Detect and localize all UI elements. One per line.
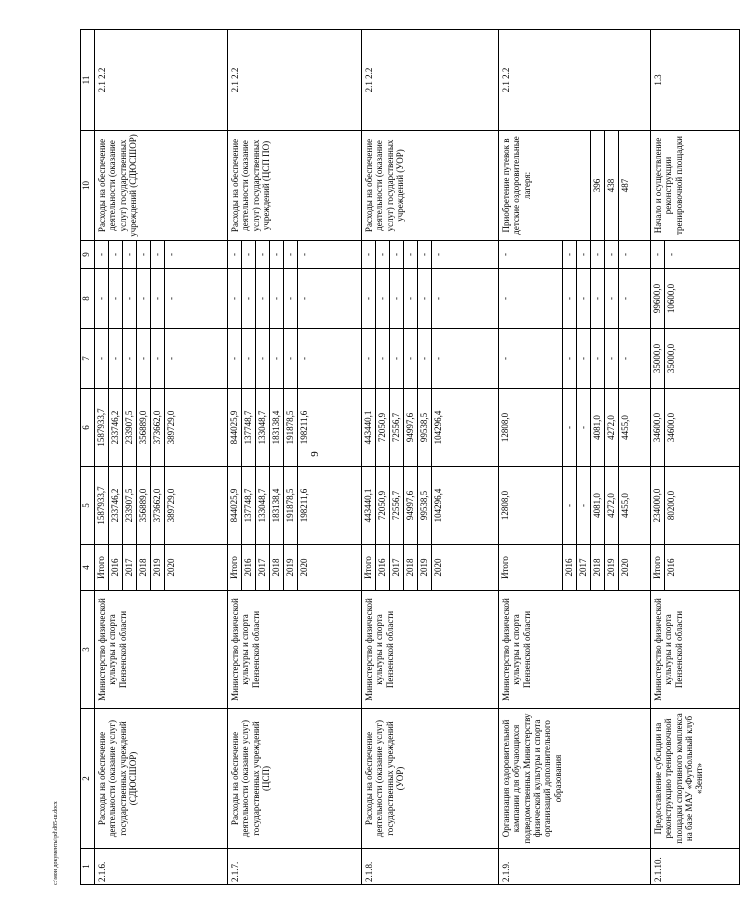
year-cell: 2016 <box>242 545 256 591</box>
header-cell: 8 <box>81 269 95 329</box>
row-code: 2.1.9. <box>499 849 651 885</box>
value-federal: - <box>298 329 362 389</box>
row-result: Расходы на обеспечение деятельности (оказание услуг) государственных учреждений (ЦСП ПО) <box>228 131 362 241</box>
value-other: - <box>298 241 362 269</box>
row-name: Расходы на обеспечение деятельности (оказание услуг) государственных учреждений (ЦСП) <box>228 709 362 849</box>
value-federal: - <box>404 329 418 389</box>
value-local: 10600,0 <box>665 269 740 329</box>
value-total: 72050,9 <box>376 467 390 545</box>
value-regional: 191878,5 <box>284 389 298 467</box>
value-other: - <box>228 241 242 269</box>
year-cell: 2017 <box>577 545 591 591</box>
value-regional: 133048,7 <box>256 389 270 467</box>
year-cell: 2019 <box>284 545 298 591</box>
value-local: - <box>256 269 270 329</box>
row-code: 2.1.10. <box>651 849 740 885</box>
year-cell: 2019 <box>418 545 432 591</box>
value-local: - <box>242 269 256 329</box>
value-local: - <box>228 269 242 329</box>
value-other: - <box>577 241 591 269</box>
value-other: - <box>270 241 284 269</box>
value-federal: - <box>95 329 109 389</box>
value-other: - <box>284 241 298 269</box>
value-local: - <box>499 269 563 329</box>
value-total: - <box>577 467 591 545</box>
value-other: - <box>151 241 165 269</box>
value-regional: 389729,0 <box>165 389 228 467</box>
row-code: 2.1.8. <box>362 849 499 885</box>
year-cell: 2020 <box>165 545 228 591</box>
rotated-page <box>80 30 705 885</box>
value-regional: 72556,7 <box>390 389 404 467</box>
value-other: - <box>109 241 123 269</box>
value-local: - <box>376 269 390 329</box>
row-result: Расходы на обеспечение деятельности (оказание услуг) государственных учреждений (СДЮСШОР) <box>95 131 228 241</box>
value-total: 4081,0 <box>591 467 605 545</box>
value-regional: 443440,1 <box>362 389 376 467</box>
year-cell: 2018 <box>404 545 418 591</box>
year-cell: Итого <box>228 545 242 591</box>
year-cell: 2019 <box>605 545 619 591</box>
program-table <box>80 29 740 885</box>
year-cell: 2019 <box>151 545 165 591</box>
value-federal: 35000,0 <box>651 329 665 389</box>
value-local: - <box>165 269 228 329</box>
value-federal: - <box>256 329 270 389</box>
value-federal: - <box>390 329 404 389</box>
row-result: Приобретение путевок в детские оздоровительные лагеря: <box>499 131 591 241</box>
value-federal: - <box>591 329 605 389</box>
value-federal: - <box>577 329 591 389</box>
value-federal: - <box>499 329 563 389</box>
row-name: Предоставление субсидии на реконструкцию тренировочной площадки спортивного комплекса на базе МАУ «Футбольный клуб «Зенит» <box>651 709 740 849</box>
value-total: 373662,0 <box>151 467 165 545</box>
value-total: 12808,0 <box>499 467 563 545</box>
value-other: - <box>432 241 499 269</box>
value-federal: - <box>432 329 499 389</box>
table-row <box>228 30 242 885</box>
value-local: - <box>284 269 298 329</box>
value-regional: 233907,5 <box>123 389 137 467</box>
value-federal: 35000,0 <box>665 329 740 389</box>
value-local: - <box>109 269 123 329</box>
row-executor: Министерство физической культуры и спорта Пензенской области <box>499 591 651 709</box>
row-name: Организация оздоровительной кампании для обучающихся подведомственных Министерству физической культуры и спорта организаций дополнительного образования <box>499 709 651 849</box>
row-executor: Министерство физической культуры и спорта Пензенской области <box>95 591 228 709</box>
year-cell: 2017 <box>123 545 137 591</box>
value-federal: - <box>228 329 242 389</box>
year-cell: 2016 <box>376 545 390 591</box>
value-local: - <box>577 269 591 329</box>
row-tasks: 2.1 2.2 <box>95 30 228 131</box>
value-other: - <box>563 241 577 269</box>
table-row <box>651 30 665 885</box>
value-local: 99600,0 <box>651 269 665 329</box>
row-executor: Министерство физической культуры и спорта Пензенской области <box>651 591 740 709</box>
value-federal: - <box>362 329 376 389</box>
footer-path: c:\мои документы\pd\d85-ш.docx <box>53 801 59 885</box>
value-federal: - <box>270 329 284 389</box>
value-total: 233746,2 <box>109 467 123 545</box>
value-total: 104296,4 <box>432 467 499 545</box>
row-tasks: 2.1 2.2 <box>362 30 499 131</box>
value-federal: - <box>563 329 577 389</box>
year-cell: 2018 <box>137 545 151 591</box>
value-other: - <box>619 241 651 269</box>
value-regional: 4455,0 <box>619 389 651 467</box>
value-other: - <box>665 241 740 269</box>
header-cell: 11 <box>81 30 95 131</box>
value-federal: - <box>284 329 298 389</box>
value-federal: - <box>151 329 165 389</box>
value-regional: - <box>577 389 591 467</box>
value-federal: - <box>165 329 228 389</box>
row-executor: Министерство физической культуры и спорта Пензенской области <box>362 591 499 709</box>
row-name: Расходы на обеспечение деятельности (оказание услуг) государственных учреждений (СДЮСШОР) <box>95 709 228 849</box>
value-local: - <box>619 269 651 329</box>
value-regional: 34600,0 <box>651 389 665 467</box>
header-cell: 5 <box>81 467 95 545</box>
table-row <box>499 30 563 885</box>
value-federal: - <box>605 329 619 389</box>
value-other: - <box>123 241 137 269</box>
value-other: - <box>499 241 563 269</box>
value-local: - <box>432 269 499 329</box>
value-local: - <box>95 269 109 329</box>
value-regional: 356889,0 <box>137 389 151 467</box>
value-other: - <box>165 241 228 269</box>
value-other: - <box>418 241 432 269</box>
value-local: - <box>418 269 432 329</box>
year-cell: Итого <box>651 545 665 591</box>
row-name: Расходы на обеспечение деятельности (оказание услуг) государственных учреждений (УОР) <box>362 709 499 849</box>
value-local: - <box>270 269 284 329</box>
header-cell: 7 <box>81 329 95 389</box>
value-regional: 137748,7 <box>242 389 256 467</box>
value-other: - <box>390 241 404 269</box>
year-cell: 2020 <box>432 545 499 591</box>
value-total: 99538,5 <box>418 467 432 545</box>
value-other: - <box>591 241 605 269</box>
value-regional: 12808,0 <box>499 389 563 467</box>
year-cell: Итого <box>499 545 563 591</box>
year-cell: 2020 <box>619 545 651 591</box>
value-total: 233907,5 <box>123 467 137 545</box>
page-number: 9 <box>308 451 321 457</box>
value-total: 234000,0 <box>651 467 665 545</box>
table-row <box>95 30 109 885</box>
value-regional: 34600,0 <box>665 389 740 467</box>
result-count: 396 <box>591 131 605 241</box>
value-regional: 183138,4 <box>270 389 284 467</box>
header-cell: 9 <box>81 241 95 269</box>
value-local: - <box>151 269 165 329</box>
value-other: - <box>605 241 619 269</box>
value-total: 137748,7 <box>242 467 256 545</box>
value-regional: 233746,2 <box>109 389 123 467</box>
value-federal: - <box>619 329 651 389</box>
value-total: 443440,1 <box>362 467 376 545</box>
header-cell: 10 <box>81 131 95 241</box>
value-federal: - <box>137 329 151 389</box>
value-other: - <box>95 241 109 269</box>
value-federal: - <box>109 329 123 389</box>
value-total: 80200,0 <box>665 467 740 545</box>
value-local: - <box>123 269 137 329</box>
value-other: - <box>256 241 270 269</box>
value-total: 389729,0 <box>165 467 228 545</box>
value-regional: 373662,0 <box>151 389 165 467</box>
value-total: 94997,6 <box>404 467 418 545</box>
value-local: - <box>605 269 619 329</box>
header-cell: 2 <box>81 709 95 849</box>
header-cell: 1 <box>81 849 95 885</box>
value-total: 4272,0 <box>605 467 619 545</box>
value-other: - <box>404 241 418 269</box>
header-row <box>81 30 95 885</box>
value-total: 198211,6 <box>298 467 362 545</box>
value-local: - <box>390 269 404 329</box>
value-total: 191878,5 <box>284 467 298 545</box>
value-regional: 198211,6 <box>298 389 362 467</box>
value-regional: 1587933,7 <box>95 389 109 467</box>
year-cell: 2016 <box>563 545 577 591</box>
value-total: 72556,7 <box>390 467 404 545</box>
result-count: 487 <box>619 131 651 241</box>
value-local: - <box>563 269 577 329</box>
header-cell: 3 <box>81 591 95 709</box>
value-regional: 99538,5 <box>418 389 432 467</box>
year-cell: 2018 <box>270 545 284 591</box>
year-cell: 2018 <box>591 545 605 591</box>
value-regional: 4272,0 <box>605 389 619 467</box>
year-cell: 2017 <box>256 545 270 591</box>
year-cell: 2017 <box>390 545 404 591</box>
row-code: 2.1.6. <box>95 849 228 885</box>
value-federal: - <box>376 329 390 389</box>
value-federal: - <box>242 329 256 389</box>
value-local: - <box>298 269 362 329</box>
value-total: 356889,0 <box>137 467 151 545</box>
value-local: - <box>137 269 151 329</box>
value-other: - <box>362 241 376 269</box>
value-local: - <box>591 269 605 329</box>
value-regional: - <box>563 389 577 467</box>
value-total: - <box>563 467 577 545</box>
header-cell: 6 <box>81 389 95 467</box>
value-other: - <box>376 241 390 269</box>
value-total: 844025,9 <box>228 467 242 545</box>
value-other: - <box>651 241 665 269</box>
row-result: Расходы на обеспечение деятельности (оказание услуг) государственных учреждений (УОР) <box>362 131 499 241</box>
year-cell: Итого <box>362 545 376 591</box>
year-cell: Итого <box>95 545 109 591</box>
row-executor: Министерство физической культуры и спорта Пензенской области <box>228 591 362 709</box>
value-regional: 844025,9 <box>228 389 242 467</box>
value-local: - <box>362 269 376 329</box>
header-cell: 4 <box>81 545 95 591</box>
value-other: - <box>242 241 256 269</box>
year-cell: 2020 <box>298 545 362 591</box>
value-regional: 72050,9 <box>376 389 390 467</box>
row-code: 2.1.7. <box>228 849 362 885</box>
year-cell: 2016 <box>109 545 123 591</box>
result-count: 438 <box>605 131 619 241</box>
value-other: - <box>137 241 151 269</box>
table-row <box>362 30 376 885</box>
row-result: Начало и осуществление реконструкции тренировочной площадки <box>651 131 740 241</box>
row-tasks: 1.3 <box>651 30 740 131</box>
value-regional: 104296,4 <box>432 389 499 467</box>
value-federal: - <box>123 329 137 389</box>
row-tasks: 2.1 2.2 <box>499 30 651 131</box>
year-cell: 2016 <box>665 545 740 591</box>
value-regional: 94997,6 <box>404 389 418 467</box>
value-total: 4455,0 <box>619 467 651 545</box>
value-federal: - <box>418 329 432 389</box>
value-total: 1587933,7 <box>95 467 109 545</box>
value-local: - <box>404 269 418 329</box>
value-regional: 4081,0 <box>591 389 605 467</box>
row-tasks: 2.1 2.2 <box>228 30 362 131</box>
value-total: 183138,4 <box>270 467 284 545</box>
value-total: 133048,7 <box>256 467 270 545</box>
